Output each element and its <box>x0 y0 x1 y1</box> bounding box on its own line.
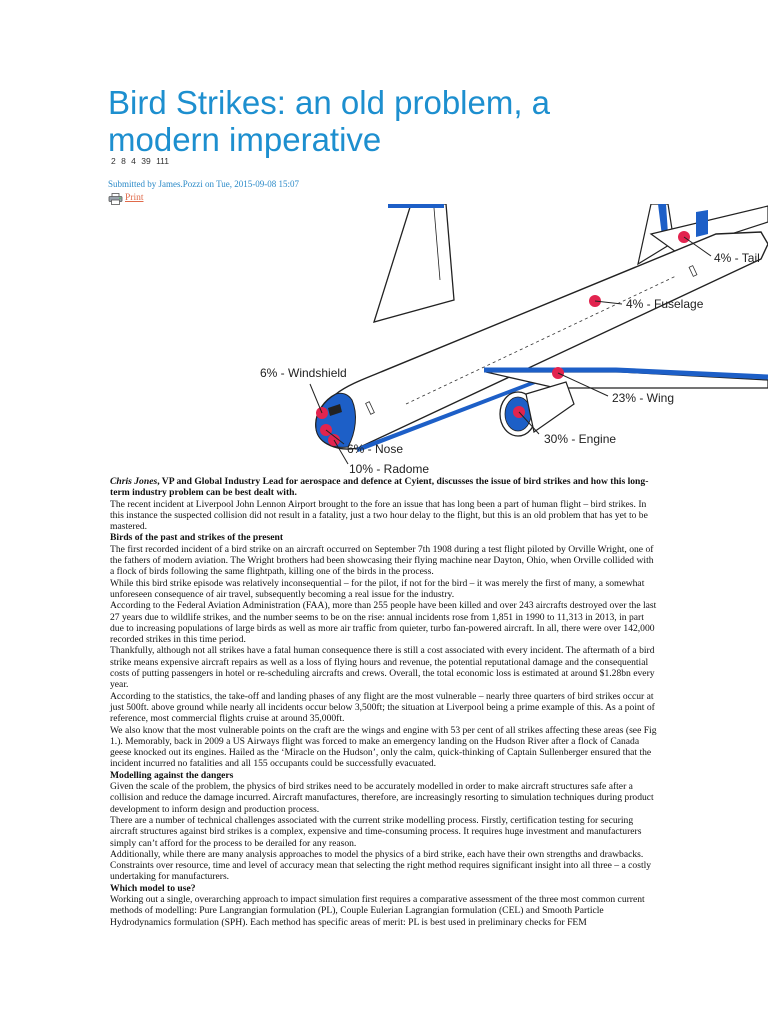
printer-icon[interactable] <box>108 192 123 204</box>
paragraph: Working out a single, overarching approach to impact simulation first requires a comparative assessment of the three most common current methods of modelling: Pure Langrangian formulation (PL), Couple Eulerian Lagrangian formulation (CEL) and Smooth Particle Hydrodynamics formulation (SPH). Each method has specific areas of merit: PL is best used in preliminary checks for FEM <box>110 893 645 928</box>
submitted-by: Submitted by James.Pozzi on Tue, 2015-09-08 15:07 <box>108 179 299 189</box>
author-name: Chris Jones <box>110 476 158 487</box>
paragraph: The first recorded incident of a bird strike on an aircraft occurred on September 7th 1908 during a test flight piloted by Orville Wright, one of the fathers of modern aviation. The Wright brothers had been showcasing their flying machine near Dayton, Ohio, when Orville collided with a flock of birds following the same flightpath, killing one of the birds in the process. <box>110 543 654 578</box>
label-nose: 6% - Nose <box>347 442 404 456</box>
section-heading: Modelling against the dangers <box>110 769 234 781</box>
paragraph: Additionally, while there are many analysis approaches to model the physics of a bird strike, each have their own strengths and drawbacks. Constraints over resource, time and level of accuracy mean that selecting the right method requires significant insight into all three – a costly undertaking for manufacturers. <box>110 848 652 883</box>
print-link[interactable]: Print <box>125 193 144 203</box>
paragraph: According to the statistics, the take-off and landing phases of any flight are the most vulnerable – nearly three quarters of bird strikes occur at just 500ft. above ground while nearly all incidents occur below 3,500ft; the situation at Liverpool being a prime example of this. As a point of reference, most commercial flights cruise at around 35,000ft. <box>110 690 655 725</box>
section-heading: Which model to use? <box>110 882 196 894</box>
upper-wing <box>374 204 454 322</box>
label-engine: 30% - Engine <box>544 432 617 446</box>
paragraph: According to the Federal Aviation Administration (FAA), more than 255 people have been killed and over 243 aircrafts destroyed over the last 27 years due to wildlife strikes, and the number seems to be on the rise: annual incidents rose from 1,851 in 1990 to 11,313 in 2013, in part due to increasing populations of large birds as well as more air traffic from quieter, turbo fan-powered aircraft. In all, there were over 142,000 recorded strikes in this time period. <box>110 600 657 646</box>
label-tail: 4% - Tail <box>714 251 760 265</box>
article-intro <box>110 476 660 499</box>
article-body <box>110 476 660 928</box>
page-title: Bird Strikes: an old problem, a modern imperative <box>108 84 551 158</box>
bird-strike-diagram <box>256 204 768 480</box>
intro-text: , VP and Global Industry Lead for aerospace and defence at Cyient, discusses the issue of bird strikes and how this long-term industry problem can be best dealt with. <box>110 476 649 499</box>
label-radome: 10% - Radome <box>349 462 430 476</box>
section-heading: Birds of the past and strikes of the present <box>110 532 284 544</box>
print-action[interactable] <box>108 191 143 205</box>
paragraph: We also know that the most vulnerable points on the craft are the wings and engine with 53 per cent of all strikes affecting these areas (see Fig 1.). Memorably, back in 2009 a US Airways flight was forced to make an emergency landing on the Hudson River after a flock of Canada geese knocked out its engines. Hailed as the ‘Miracle on the Hudson’, only the calm, quick-thinking of Captain Sullenberger ensured that the incident incurred no fatalities and all 155 occupants could be successfully evacuated. <box>110 724 657 770</box>
airplane-illustration <box>256 204 768 480</box>
label-wing: 23% - Wing <box>612 391 675 405</box>
paragraph: The recent incident at Liverpool John Lennon Airport brought to the fore an issue that has long been a part of human flight – bird strikes. In this instance the suspected collision did not result in a fatality, just a two hour delay to the flight, but this is an old problem that has yet to be mastered. <box>110 498 648 533</box>
paragraph: There are a number of technical challenges associated with the current strike modelling process. Firstly, certification testing for securing aircraft structures against bird strikes is a complex, expensive and time-consuming process. It requires huge investment and manufacturers simply can’t afford for the process to be derailed for any reason. <box>110 814 642 849</box>
paragraph: Thankfully, although not all strikes have a fatal human consequence there is still a cost associated with every incident. The aftermath of a bird strike means expensive aircraft repairs as well as a loss of flying hours and revenue, the potential reputational damage and the consequential costs of putting passengers in hotel or re-scheduling aircrafts and crews. Overall, the total economic loss is estimated at around $1.28bn every year. <box>110 645 655 691</box>
label-fuselage: 4% - Fuselage <box>626 297 704 311</box>
label-windshield: 6% - Windshield <box>260 366 347 380</box>
paragraph: Given the scale of the problem, the physics of bird strikes need to be accurately modelled in order to make aircraft structures safe after a collision and reduce the damage incurred. Aircraft manufactures, therefore, are increasingly resorting to simulation techniques during product development to inform design and production process. <box>110 781 654 815</box>
paragraph: While this bird strike episode was relatively inconsequential – for the pilot, if not for the bird – it was merely the first of many, a somewhat unforeseen consequence of air travel, subsequently becoming a real issue for the industry. <box>110 577 645 600</box>
share-counts: 2 8 4 39 111 <box>111 156 170 166</box>
